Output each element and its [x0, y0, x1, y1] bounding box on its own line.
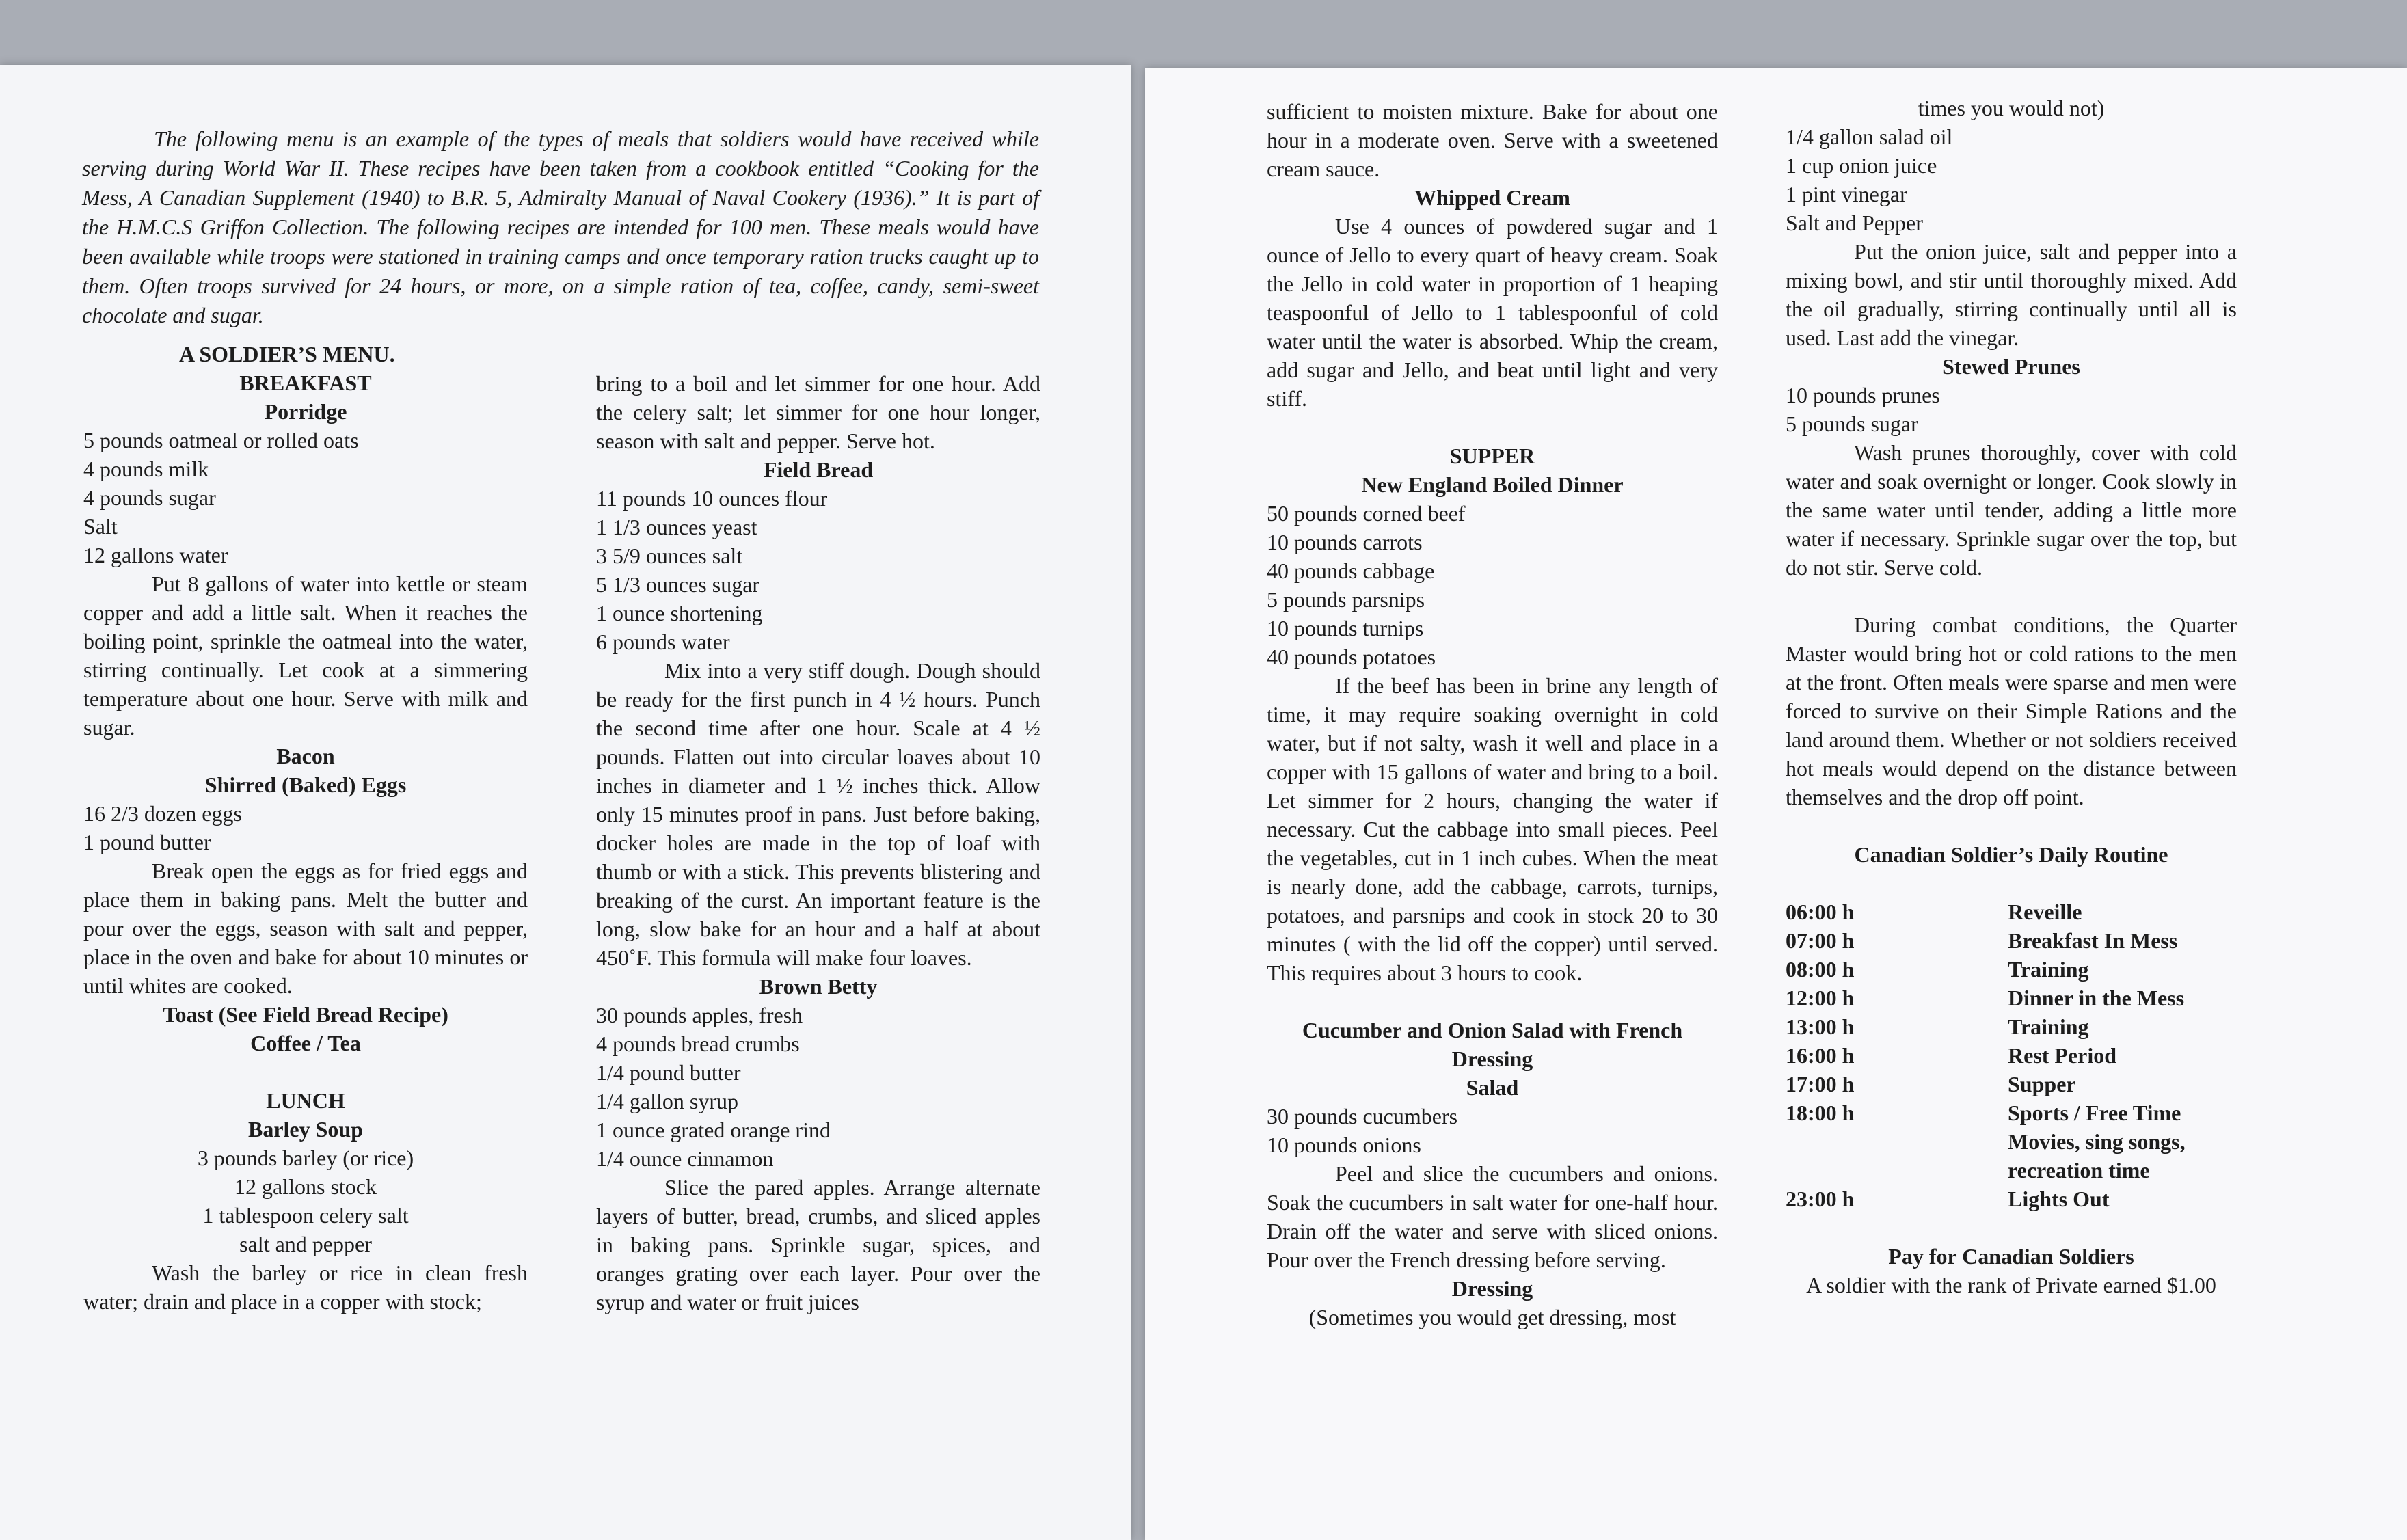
barley-method-start: Wash the barley or rice in clean fresh water; drain and place in a copper with stock; [83, 1260, 528, 1314]
routine-time: 18:00 h [1786, 1100, 1855, 1125]
supper-heading: SUPPER [1449, 444, 1535, 468]
spacer [1786, 811, 2237, 840]
ingredient: 3 5/9 ounces salt [596, 543, 743, 568]
ingredient: 4 pounds bread crumbs [596, 1031, 800, 1056]
ingredient: 12 gallons water [83, 543, 228, 567]
boiled-dinner-title: New England Boiled Dinner [1361, 472, 1624, 497]
ingredient: 1/4 ounce cinnamon [596, 1146, 774, 1171]
pay-text: A soldier with the rank of Private earned $1.00 [1806, 1273, 2216, 1297]
combat-note: During combat conditions, the Quarter Master would bring hot or cold rations to the men at the front. Often meals were sparse and men were forced to survive on their Simple Rations and the land around them. Whether or not soldiers received hot meals would depend on the distance between themselves and the drop off point. [1786, 612, 2237, 809]
ingredient: 5 pounds sugar [1786, 411, 1918, 436]
dressing-note-start: (Sometimes you would get dressing, most [1308, 1305, 1676, 1329]
left-page-column-1 [83, 340, 528, 1316]
routine-time: 06:00 h [1786, 900, 1855, 924]
ingredient: 10 pounds carrots [1267, 530, 1423, 554]
whipped-cream-title: Whipped Cream [1414, 185, 1570, 210]
ingredient: 10 pounds prunes [1786, 383, 1940, 407]
routine-row [1786, 1185, 2237, 1213]
routine-row [1786, 926, 2237, 955]
routine-activity: Rest Period [2008, 1043, 2117, 1068]
spacer [83, 1057, 528, 1086]
spacer [1786, 1213, 2237, 1242]
routine-activity: Training [2008, 1014, 2089, 1039]
salad-title-line-2: Dressing [1451, 1046, 1533, 1071]
eggs-method: Break open the eggs as for fried eggs and place them in baking pans. Melt the butter and pour over the eggs, season with salt and pepper, place in the oven and bake for about 10 minutes or until whites are cooked. [83, 859, 528, 998]
routine-row [1786, 955, 2237, 984]
intro-text: The following menu is an example of the types of meals that soldiers would have received while serving during World War II. These recipes have been taken from a cookbook entitled “Cooking for the Mess, A Canadian Supplement (1940) to B.R. 5, Admiralty Manual of Naval Cookery (1936).” It is part of the H.M.C.S Griffon Collection. The following recipes are intended for 100 men. These meals would have been available while troops were stationed in training camps and once temporary ration trucks caught up to them. Often troops survived for 24 hours, or more, on a simple ration of tea, coffee, candy, semi-sweet chocolate and sugar. [82, 126, 1039, 327]
ingredient: 10 pounds turnips [1267, 616, 1424, 640]
ingredient: 1 ounce shortening [596, 601, 763, 625]
right-page-column-2 [1786, 94, 2237, 1299]
routine-row [1786, 1070, 2237, 1098]
prunes-title: Stewed Prunes [1942, 354, 2080, 379]
ingredient: 40 pounds cabbage [1267, 558, 1435, 583]
ingredient: 11 pounds 10 ounces flour [596, 486, 828, 511]
ingredient: 30 pounds cucumbers [1267, 1104, 1458, 1129]
routine-time: 16:00 h [1786, 1043, 1855, 1068]
ingredient: 1 pint vinegar [1786, 182, 1907, 206]
barley-method-end: bring to a boil and let simmer for one hour. Add the celery salt; let simmer for one hour longer, season with salt and pepper. Serve hot. [596, 371, 1040, 453]
routine-activity: Sports / Free Time Movies, sing songs, recreation time [2008, 1100, 2186, 1183]
ingredient: 30 pounds apples, fresh [596, 1003, 803, 1027]
boiled-dinner-method: If the beef has been in brine any length of time, it may require soaking overnight in cold water, but if not salty, wash it well and place in a copper with 15 gallons of water and bring to a boil. Let simmer for 2 hours, changing the water if necessary. Cut the cabbage into small pieces. Peel the vegetables, cut in 1 inch cubes. When the meat is nearly done, add the cabbage, carrots, turnips, potatoes, and parsnips and cook in stock 20 to 30 minutes ( with the lid off the copper) until served. This requires about 3 hours to cook. [1267, 673, 1718, 985]
ingredient: 5 pounds oatmeal or rolled oats [83, 428, 359, 452]
breakfast-heading: BREAKFAST [239, 370, 372, 395]
lunch-heading: LUNCH [266, 1088, 345, 1113]
ingredient: 1/4 gallon syrup [596, 1089, 738, 1113]
eggs-title: Shirred (Baked) Eggs [204, 772, 407, 797]
ingredient: Salt [83, 514, 118, 539]
dressing-method: Put the onion juice, salt and pepper into a mixing bowl, and stir until thoroughly mixed. Add the oil gradually, stirring continually until all is used. Last add the vinegar. [1786, 239, 2237, 350]
ingredient: salt and pepper [239, 1232, 372, 1256]
dressing-title: Dressing [1451, 1276, 1533, 1301]
routine-row [1786, 897, 2237, 926]
menu-title: A SOLDIER’S MENU. [179, 342, 395, 366]
ingredient: 4 pounds milk [83, 457, 209, 481]
ingredient: 6 pounds water [596, 630, 730, 654]
ingredient: 50 pounds corned beef [1267, 501, 1466, 526]
routine-row [1786, 1041, 2237, 1070]
prunes-method: Wash prunes thoroughly, cover with cold water and soak overnight or longer. Cook slowly in the same water until tender, adding a little more water if necessary. Sprinkle sugar over the top, but do not stir. Serve cold. [1786, 440, 2237, 580]
whipped-cream-method: Use 4 ounces of powdered sugar and 1 ounce of Jello to every quart of heavy cream. Soak the Jello in cold water in proportion of 1 heaping teaspoonful of Jello to 1 tablespoonful of cold water until the water is absorbed. Whip the cream, add sugar and Jello, and beat until light and very stiff. [1267, 214, 1718, 411]
brown-betty-title: Brown Betty [759, 974, 878, 999]
pay-title: Pay for Canadian Soldiers [1888, 1244, 2134, 1269]
salad-method: Peel and slice the cucumbers and onions. Soak the cucumbers in salt water for one-half hour. Drain off the water and serve with sliced onions. Pour over the French dressing before serving. [1267, 1161, 1718, 1272]
routine-activity: Training [2008, 957, 2089, 982]
ingredient: Salt and Pepper [1786, 211, 1923, 235]
ingredient: 16 2/3 dozen eggs [83, 801, 242, 826]
ingredient: 1 ounce grated orange rind [596, 1118, 831, 1142]
ingredient: 1 tablespoon celery salt [202, 1203, 409, 1228]
spacer [1786, 869, 2237, 897]
ingredient: 5 pounds parsnips [1267, 587, 1425, 612]
field-bread-title: Field Bread [763, 457, 874, 482]
drinks-title: Coffee / Tea [250, 1031, 361, 1055]
routine-activity: Supper [2008, 1072, 2076, 1096]
ingredient: 40 pounds potatoes [1267, 645, 1436, 669]
left-page-column-2 [596, 369, 1040, 1316]
routine-activity: Dinner in the Mess [2008, 986, 2185, 1010]
routine-activity: Breakfast In Mess [2008, 928, 2178, 953]
ingredient: 1 pound butter [83, 830, 211, 854]
routine-row [1786, 1012, 2237, 1041]
ingredient: 3 pounds barley (or rice) [197, 1146, 414, 1170]
dressing-note-end: times you would not) [1918, 96, 2105, 120]
routine-activity: Lights Out [2008, 1187, 2110, 1211]
routine-time: 07:00 h [1786, 928, 1855, 953]
salad-subtitle: Salad [1466, 1075, 1519, 1100]
routine-table [1786, 897, 2237, 1213]
ingredient: 12 gallons stock [234, 1174, 377, 1199]
porridge-method: Put 8 gallons of water into kettle or steam copper and add a little salt. When it reaches the boiling point, sprinkle the oatmeal into the water, stirring continually. Let cook at a simmering temperature about one hour. Serve with milk and sugar. [83, 571, 528, 740]
ingredient: 10 pounds onions [1267, 1133, 1421, 1157]
routine-time: 08:00 h [1786, 957, 1855, 982]
toast-title: Toast (See Field Bread Recipe) [163, 1002, 448, 1027]
salad-title-line-1: Cucumber and Onion Salad with French [1302, 1018, 1683, 1042]
routine-time: 17:00 h [1786, 1072, 1855, 1096]
routine-activity: Reveille [2008, 900, 2082, 924]
routine-row [1786, 984, 2237, 1012]
right-page [1145, 68, 2407, 1540]
bacon-title: Bacon [276, 744, 335, 768]
ingredient: 1/4 pound butter [596, 1060, 741, 1085]
routine-time: 23:00 h [1786, 1187, 1855, 1211]
spacer [1267, 413, 1718, 442]
right-page-column-1 [1267, 97, 1718, 1332]
porridge-title: Porridge [264, 399, 347, 424]
intro-paragraph [82, 103, 1039, 352]
ingredient: 5 1/3 ounces sugar [596, 572, 760, 597]
brown-betty-method-start: Slice the pared apples. Arrange alternate layers of butter, bread, crumbs, and sliced apples in baking pans. Sprinkle sugar, spices, and oranges grating over each layer. Pour over the syrup and water or fruit juices [596, 1175, 1040, 1314]
routine-row [1786, 1098, 2237, 1185]
ingredient: 4 pounds sugar [83, 485, 216, 510]
ingredient: 1 cup onion juice [1786, 153, 1937, 178]
routine-time: 13:00 h [1786, 1014, 1855, 1039]
spacer [1786, 582, 2237, 610]
spacer [1267, 987, 1718, 1016]
routine-time: 12:00 h [1786, 986, 1855, 1010]
barley-soup-title: Barley Soup [247, 1117, 364, 1142]
routine-title: Canadian Soldier’s Daily Routine [1854, 842, 2168, 867]
brown-betty-method-end: sufficient to moisten mixture. Bake for about one hour in a moderate oven. Serve with a sweetened cream sauce. [1267, 99, 1718, 181]
field-bread-method: Mix into a very stiff dough. Dough should be ready for the first punch in 4 ½ hours. Punch the second time after one hour. Scale at 4 ½ pounds. Flatten out into circular loaves about 10 inches in diameter and 1 ½ inches thick. Allow only 15 minutes proof in pans. Just before baking, docker holes are made in the top of loaf with thumb or with a stick. This prevents blistering and breaking of the curst. An important feature is the long, slow bake for an hour and a half at about 450˚F. This formula will make four loaves. [596, 658, 1040, 970]
left-page [0, 65, 1131, 1540]
ingredient: 1 1/3 ounces yeast [596, 515, 757, 539]
ingredient: 1/4 gallon salad oil [1786, 124, 1953, 149]
